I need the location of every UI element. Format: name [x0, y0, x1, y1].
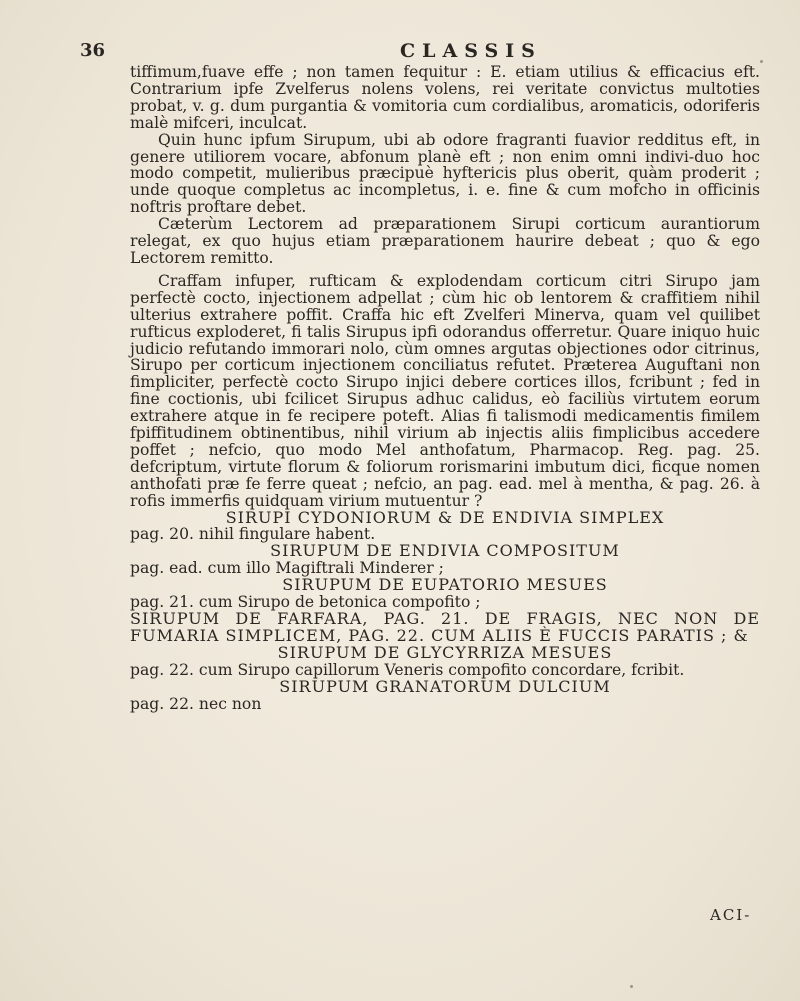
paper-speck: [630, 985, 633, 988]
page-header: [80, 40, 740, 62]
section-heading: SIRUPUM GRANATORUM DULCIUM: [279, 676, 611, 696]
paragraph: Quin hunc ipfum Sirupum, ubi ab odore fragranti fuavior redditus eft, in genere utiliorem vocare, abfonum planè eft ; non enim omni indivi-duo hoc modo competit, mulieribus præcipuè hyftericis plus oberit, quàm proderit ; unde quoque completus ac incompletus, i. e. fine & cum mofcho in officinis noftris proftare debet.: [130, 130, 760, 217]
paper-speck: [760, 60, 763, 63]
section-text: pag. 22. nec non: [130, 694, 262, 713]
section-text: pag. 20. nihil fingulare habent.: [130, 525, 376, 544]
paragraph: tiffimum,fuave effe ; non tamen fequitur : E. etiam utilius & efficacius eft. Contrarium ipfe Zvelferus nolens volens, rei veritate convictus multoties probat, v. g. dum purgantia & vomitoria cum cordialibus, aromaticis, odoriferis malè mifceri, inculcat.: [130, 63, 760, 132]
section-heading: SIRUPUM DE GLYCYRRIZA MESUES: [277, 642, 613, 662]
section-text: pag. 21. cum Sirupo de betonica compofito ;: [130, 593, 481, 612]
section-heading: SIRUPUM DE EUPATORIO MESUES: [282, 575, 608, 595]
section-text: pag. ead. cum illo Magiftrali Minderer ;: [130, 559, 444, 578]
catchword: ACI-: [710, 906, 752, 924]
section-text: pag. 22. cum Sirupo capillorum Veneris compofito concordare, fcribit.: [130, 660, 685, 679]
paragraph: Cæterùm Lectorem ad præparationem Sirupi corticum aurantiorum relegat, ex quo hujus etiam præparationem haurire debeat ; quo & ego Lectorem remitto.: [130, 215, 760, 267]
paragraph: Craffam infuper, rufticam & explodendam corticum citri Sirupo jam perfectè cocto, injectionem adpellat ; cùm hic ob lentorem & craffitiem nihil ulterius extrahere poffit. Craffa hic eft Zvelferi Minerva, quam vel quilibet rufticus exploderet, fi talis Sirupus ipfi odorandus offerretur. Quare iniquo huic judicio refutando immorari nolo, cùm omnes argutas objectiones odor citrinus, Sirupo per corticum injectionem conciliatus refutet. Præterea Auguftani non fimpliciter, perfectè cocto Sirupo injici debere cortices illos, fcribunt ; fed in fine coctionis, ubi fcilicet Sirupus adhuc calidus, eò faciliùs virtutem eorum extrahere atque in fe recipere poteft. Alias fi talismodi medicamentis fimilem fpiffitudinem obtinentibus, nihil virium ab injectis aliis fimplicibus accedere poffet ; nefcio, quo modo Mel anthofatum, Pharmacop. Reg. pag. 25. defcriptum, virtute florum & foliorum rorismarini imbutum dici, ficque nomen anthofati præ fe ferre queat ; nefcio, an pag. ead. mel à mentha, & pag. 26. à rofis immerfis quidquam virium mutuentur ?: [130, 271, 760, 510]
section-heading: SIRUPI CYDONIORUM & DE ENDIVIA SIMPLEX: [225, 507, 665, 527]
body-text: [130, 64, 760, 712]
running-head: CLASSIS: [400, 40, 542, 62]
section-heading: SIRUPUM DE FARFARA, PAG. 21. DE FRAGIS, NEC NON DE FUMARIA SIMPLICEM, PAG. 22. CUM ALIIS È FUCCIS PARATIS ; &: [130, 609, 760, 645]
section-heading: SIRUPUM DE ENDIVIA COMPOSITUM: [270, 541, 620, 561]
page-number: 36: [80, 40, 106, 61]
